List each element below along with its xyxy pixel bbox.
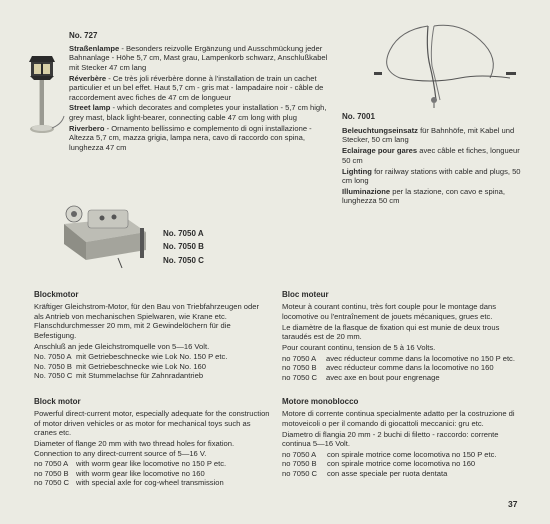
motor-numbers — [163, 229, 204, 265]
motor-number-c: No. 7050 C — [163, 255, 204, 265]
motor-fr-section — [282, 290, 520, 382]
motor-de-body: Kräftiger Gleichstrom-Motor, für den Bau von Triebfahrzeugen oder als Antrieb von mechanischen Spielwaren, wie Krane etc. Flanschdurchmesser 20 mm, mit 2 Gewindelöchern für die Befestigung. — [34, 302, 259, 340]
motor-number-b: No. 7050 B — [163, 242, 204, 252]
motor-fr-row: no 7050 B avec réducteur comme dans la locomotive no 160 — [282, 363, 494, 373]
street-lamp-image — [18, 52, 66, 140]
station-lighting-image — [370, 20, 520, 108]
motor-fr-heading: Bloc moteur — [282, 290, 329, 299]
motor-en-flange: Diameter of flange 20 mm with two thread holes for fixation. Connection to any direct-current source of 5—16 V. — [34, 439, 235, 458]
no7001-en: Lighting for railway stations with cable and plugs, 50 cm long — [342, 166, 521, 186]
product-number-7001: No. 7001 — [342, 112, 375, 121]
motor-de-row: No. 7050 B mit Getriebeschnecke wie Lok No. 160 — [34, 361, 207, 371]
motor-fr-flange: Le diamètre de la flasque de fixation qui est munie de deux trous taraudés est de 20 mm. — [282, 322, 500, 342]
block-motor-image — [58, 198, 158, 270]
motor-it-body: Motore di corrente continua specialmente adatto per la costruzione di motoveicoli o per il comando di giocattoli meccanici: gru etc. — [282, 409, 515, 428]
motor-en-section — [34, 397, 274, 488]
no7001-descriptions — [342, 126, 522, 207]
motor-it-row: no 7050 A con spirale motrice come locomotiva no 150 P etc. — [282, 450, 497, 460]
motor-en-row: no 7050 A with worm gear like locomotive no 150 P etc. — [34, 459, 227, 469]
motor-number-a: No. 7050 A — [163, 229, 204, 238]
product-number-727: No. 727 — [69, 31, 98, 40]
motor-it-flange: Diametro di flangia 20 mm - 2 buchi di filetto - raccordo: corrente continua 5—16 Volt. — [282, 429, 499, 449]
motor-it-heading: Motore monoblocco — [282, 397, 359, 406]
motor-de-section — [34, 290, 270, 381]
motor-de-row: No. 7050 C mit Stummelachse für Zahnradantrieb — [34, 371, 204, 381]
page-number: 37 — [508, 499, 518, 509]
motor-de-row: No. 7050 A mit Getriebeschnecke wie Lok No. 150 P etc. — [34, 352, 228, 362]
motor-fr-body: Moteur à courant continu, très fort couple pour le montage dans locomotive ou l'entraînement de jouets mécaniques, grues etc. — [282, 302, 497, 321]
motor-en-row: no 7050 C with special axle for cog-wheel transmission — [34, 478, 224, 488]
motor-it-section — [282, 397, 520, 478]
motor-en-heading: Block motor — [34, 397, 81, 406]
motor-fr-row: no 7050 C avec axe en bout pour engrenage — [282, 372, 440, 382]
no7001-fr: Eclairage pour gares avec câble et fiches, longueur 50 cm — [342, 146, 520, 165]
motor-it-row: no 7050 B con spirale motrice come locomotiva no 160 — [282, 459, 476, 469]
no727-descriptions — [69, 44, 331, 153]
no7001-it: Illuminazione per la stazione, con cavo e spina, lunghezza 50 cm — [342, 186, 505, 206]
motor-en-row: no 7050 B with worm gear like locomotive no 160 — [34, 468, 205, 478]
no727-it: Riverbero - Ornamento bellissimo e complemento di ogni installazione - Altezza 5,7 cm, mazza grigia, lampa nera, cavo di raccordo con spina, lunghezza 47 cm — [69, 123, 312, 152]
no727-fr: Réverbère - Ce très joli réverbère donne à l'installation de train un cachet particulier et un bel effet. Haut 5,7 cm - gris mat - lampadaire noir - câble de raccordement avec fiches de 47 cm de longueur — [69, 73, 324, 102]
no727-en: Street lamp - which decorates and completes your installation - 5,7 cm high, grey mast, black light-bearer, connecting cable 47 cm long with plug — [69, 103, 327, 122]
motor-fr-supply: Pour courant continu, tension de 5 à 16 Volts. — [282, 343, 436, 353]
motor-de-heading: Blockmotor — [34, 290, 79, 299]
no727-de: Straßenlampe - Besonders reizvolle Ergänzung und Ausschmückung jeder Bahnanlage - Höhe 5,7 cm, Mast grau, Lampenkorb schwarz, Anschlußkabel mit Stecker 47 cm lang — [69, 44, 328, 72]
motor-fr-row: no 7050 A avec réducteur comme dans la locomotive no 150 P etc. — [282, 353, 515, 363]
motor-it-row: no 7050 C con asse speciale per ruota dentata — [282, 468, 448, 478]
motor-en-body: Powerful direct-current motor, especially adequate for the construction of motor driven vehicles or as motor for mechanical toys such as cranes etc. — [34, 409, 270, 438]
no7001-de: Beleuchtungseinsatz für Bahnhöfe, mit Kabel und Stecker, 50 cm lang — [342, 126, 515, 145]
motor-de-supply: Anschluß an jede Gleichstromquelle von 5—16 Volt. — [34, 341, 210, 351]
